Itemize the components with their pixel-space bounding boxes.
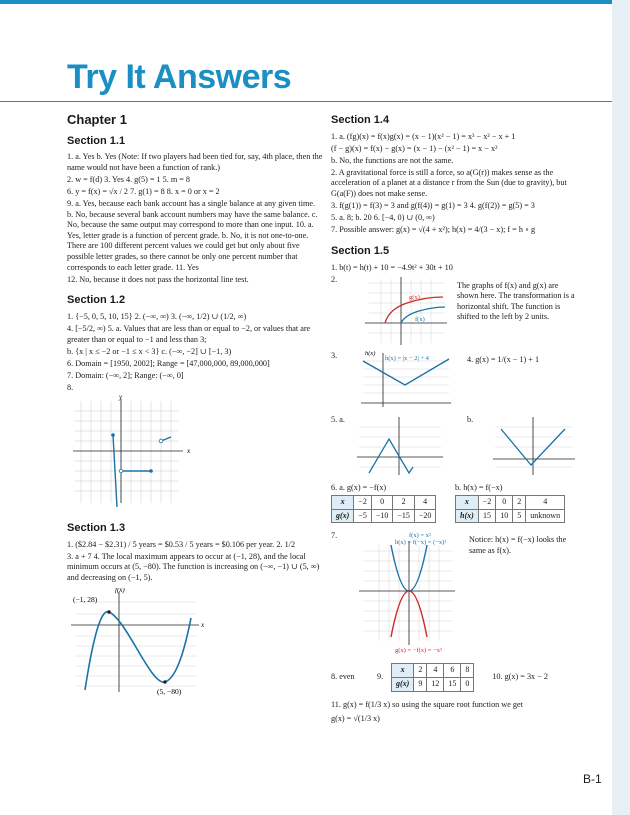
item-5b-label: b. (467, 414, 474, 424)
s13-line-1: 1. ($2.84 − $2.31) / 5 years = $0.53 / 5 years = $0.106 per year. 2. 1/2 (67, 539, 296, 549)
s12-line-1: 1. {−5, 0, 5, 10, 15} 2. (−∞, ∞) 3. (−∞, 1/2) ∪ (1/2, ∞) (67, 311, 247, 321)
table-6a-cell: 4 (414, 496, 436, 510)
item-4: 4. g(x) = 1/(x − 1) + 1 (467, 354, 540, 364)
table-6a-cell: −20 (414, 509, 436, 523)
s12-line-5: 7. Domain: (−∞, 2]; Range: (−∞, 0] (67, 370, 184, 380)
s12-line-2: 4. [−5/2, ∞) 5. a. Values that are less than or equal to −2, or values that are greater than or equal to −1 and less than 3; (67, 324, 311, 344)
s14-line-1: 1. a. (fg)(x) = f(x)g(x) = (x − 1)(x² − 1) = x³ − x² − x + 1 (331, 131, 516, 141)
table-6b-cell: unknown (526, 509, 565, 523)
table-6b-cell: 2 (513, 496, 526, 510)
table-6b-cell: 5 (513, 509, 526, 523)
item-3-ylabel: h(x) (365, 350, 376, 357)
table-6a (331, 495, 436, 523)
item-5a-graph (355, 415, 445, 477)
item-8: 8. even (331, 672, 355, 682)
f-curve-label: f(x) (415, 315, 425, 323)
h-label: h(x) = f(−x) = (−x)² (395, 539, 447, 547)
item-2-note: The graphs of f(x) and g(x) are shown here. The transformation is a horizontal shift. The function is shifted to the left by 2 units. (457, 280, 575, 322)
g-curve-label: g(x) (409, 293, 420, 301)
table-9-cell: 9 (414, 678, 427, 692)
top-accent-rule (0, 0, 612, 4)
item-3-graph (359, 351, 453, 409)
item-11b: g(x) = √(1/3 x) (331, 714, 380, 724)
s15-items-8-10 (331, 661, 577, 693)
item-7-graph (355, 531, 459, 655)
item-7-label: 7. (331, 531, 338, 541)
s11-line-4: 9. a. Yes, because each bank account has a single balance at any given time. b. No, because several bank account numbers may have the same balance. c. No, because the same output may correspond to more than one input. 10. a. Yes, letter grade is a function of percent grade. b. No, it is not one-to-one. There are 100 different percent values we could get but only about five possible letter grades, so there cannot be only one percent number that corresponds to each letter grade. 11. Yes (67, 199, 318, 272)
table-9-cell: 6 (444, 664, 461, 678)
page-title: Try It Answers (67, 58, 292, 96)
table-9-cell: 4 (427, 664, 444, 678)
table-6b-cell: 0 (496, 496, 513, 510)
s12-line-3: b. {x | x ≤ −2 or −1 ≤ x < 3} c. (−∞, −2] ∪ [−1, 3) (67, 346, 232, 356)
s15-item-6 (331, 483, 577, 526)
table-9-cell: 12 (427, 678, 444, 692)
table-6b-cell: h(x) (456, 509, 479, 523)
svg-text:y: y (119, 395, 123, 402)
abs-curve (363, 359, 449, 385)
s13-ylabel: f(x) (115, 587, 125, 594)
item-5a-label: 5. a. (331, 414, 345, 424)
table-6a-cell: g(x) (332, 509, 354, 523)
s11-line-5: 12. No, because it does not pass the horizontal line test. (67, 274, 249, 284)
g-label: g(x) = −f(x) = −x² (395, 647, 442, 655)
svg-text:x: x (187, 447, 191, 456)
table-9-cell: x (392, 664, 414, 678)
local-max-label: (−1, 28) (73, 594, 98, 604)
table-6a-cell: −5 (354, 509, 372, 523)
section-1-4-heading: Section 1.4 (331, 114, 390, 126)
table-6b-cell: x (456, 496, 479, 510)
s12-line-4: 6. Domain = [1950, 2002]; Range = [47,000,000, 89,000,000] (67, 358, 270, 368)
page-side-strip (612, 0, 630, 815)
table-6a-cell: −10 (371, 509, 393, 523)
table-6a-cell: 0 (371, 496, 393, 510)
table-6a-cell: 2 (393, 496, 415, 510)
section-1-3-heading: Section 1.3 (67, 522, 126, 535)
s15-item-2 (331, 275, 577, 347)
s12-piecewise-graph (67, 395, 197, 507)
item-10: 10. g(x) = 3x − 2 (492, 672, 548, 682)
item-5b-graph (491, 415, 577, 477)
table-9 (391, 663, 474, 691)
table-6a-cell: x (332, 496, 354, 510)
s11-line-3: 6. y = f(x) = √x / 2 7. g(1) = 8 8. x = 0 or x = 2 (67, 186, 220, 196)
abs-curve-label: h(x) = |x − 2| + 4 (385, 354, 429, 362)
s13-cubic-graph (67, 588, 207, 698)
item-2-label: 2. (331, 274, 338, 284)
table-6a-cell: −15 (393, 509, 415, 523)
item-11: 11. g(x) = f(1/3 x) so using the square root function we get (331, 699, 523, 709)
s15-item-7 (331, 531, 577, 655)
cubic-curve (85, 611, 191, 689)
right-column (331, 110, 577, 726)
table-6b-cell: 10 (496, 509, 513, 523)
s15-line-1: 1. b(t) = h(t) + 10 = −4.9t² + 30t + 10 (331, 262, 453, 272)
f-label: f(x) = x² (409, 532, 431, 540)
s15-items-3-4 (331, 351, 577, 409)
table-6b-cell: −2 (478, 496, 496, 510)
section-1-2-heading: Section 1.2 (67, 294, 126, 307)
section-1-5-heading: Section 1.5 (331, 244, 390, 257)
s13-xlabel: x (201, 620, 205, 629)
s15-item-5 (331, 415, 577, 477)
left-column (67, 110, 323, 698)
item-9-label: 9. (377, 672, 384, 682)
local-min-label: (5, −80) (157, 686, 182, 696)
table-9-cell: g(x) (392, 678, 414, 692)
s13-line-2: 3. a + 7 4. The local maximum appears to occur at (−1, 28), and the local minimum occurs at (5, −80). The function is increasing on (−∞, −1) ∪ (5, ∞) and decreasing on (−1, 5). (67, 551, 320, 582)
section-1-1-heading: Section 1.1 (67, 134, 126, 147)
item-3-label: 3. (331, 350, 338, 360)
table-9-cell: 2 (414, 664, 427, 678)
item-6b-label: b. h(x) = f(−x) (455, 482, 503, 492)
table-6a-cell: −2 (354, 496, 372, 510)
s11-line-2: 2. w = f(d) 3. Yes 4. g(5) = 1 5. m = 8 (67, 174, 191, 184)
item-7-note: Notice: h(x) = f(−x) looks the same as f(x). (469, 535, 567, 555)
s12-line-6: 8. (67, 382, 74, 392)
title-divider (0, 101, 612, 102)
item-6a-label: 6. a. g(x) = −f(x) (331, 482, 387, 492)
table-9-cell: 8 (461, 664, 474, 678)
page-number: B-1 (583, 772, 602, 786)
s14-line-6: 5. a. 8; b. 20 6. [−4, 0) ∪ (0, ∞) (331, 213, 435, 223)
table-6b-cell: 4 (526, 496, 565, 510)
table-9-cell: 15 (444, 678, 461, 692)
table-6b (455, 495, 565, 523)
5a-curve (369, 439, 413, 473)
s14-line-7: 7. Possible answer: g(x) = √(4 + x²); h(x) = 4/(3 − x); f = h ∘ g (331, 225, 536, 235)
s11-line-1: 1. a. Yes b. Yes (Note: If two players had been tied for, say, 4th place, then the name would not have been a function of rank.) (67, 152, 323, 172)
s14-line-2: (f − g)(x) = f(x) − g(x) = (x − 1) − (x² − 1) = x − x² (331, 143, 498, 153)
s14-line-4: 2. A gravitational force is still a force, so a(G(r)) makes sense as the acceleration of a planet at a distance r from the Sun (due to gravity), but G(a(F)) does not make sense. (331, 167, 567, 199)
chapter-heading: Chapter 1 (67, 112, 127, 127)
table-6b-cell: 15 (478, 509, 496, 523)
table-9-cell: 0 (461, 678, 474, 692)
item-2-graph (359, 275, 449, 347)
s14-line-5: 3. f(g(1)) = f(3) = 3 and g(f(4)) = g(1) = 3 4. g(f(2)) = g(5) = 3 (331, 201, 535, 211)
s14-line-3: b. No, the functions are not the same. (331, 155, 454, 165)
